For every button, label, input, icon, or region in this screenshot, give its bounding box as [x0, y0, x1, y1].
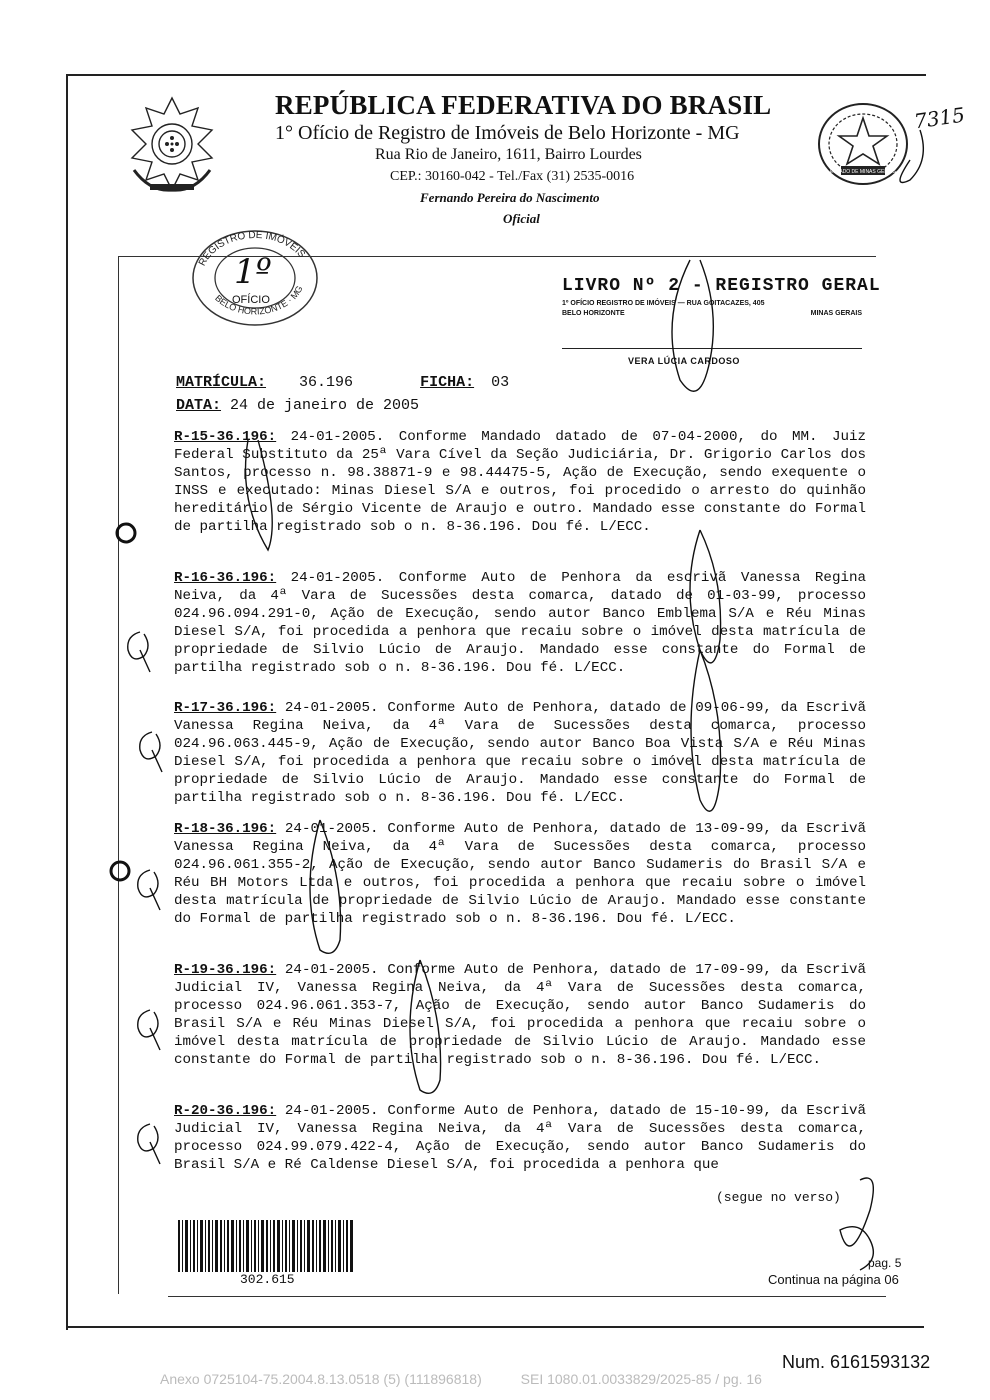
livro-city: BELO HORIZONTE	[562, 310, 625, 317]
registry-entry	[174, 821, 866, 928]
entry-text: 24-01-2005. Conforme Auto de Penhora, datado de 15-10-99, da Escrivã Judicial IV, Vanessa Regina Neiva, da 4ª Vara de Sucessões desta comarca, processo 024.99.079.422-4, Ação de Execução, sendo autor Banco Sudameris do Brasil S/A e Ré Caldense Diesel S/A, foi procedida a penhora que	[174, 1103, 866, 1173]
stamp-number: 1º	[234, 252, 272, 292]
registry-entry	[174, 962, 866, 1069]
header-subtitle: 1° Ofício de Registro de Imóveis de Belo Horizonte - MG	[275, 122, 740, 144]
header-cep: CEP.: 30160-042 - Tel./Fax (31) 2535-0016	[390, 169, 635, 184]
state-seal-icon	[815, 100, 911, 188]
livro-subtitle	[562, 299, 862, 319]
ficha-value: 03	[491, 374, 510, 391]
document-number: Num. 6161593132	[782, 1352, 931, 1372]
svg-text:BELO HORIZONTE · MG: BELO HORIZONTE · MG	[213, 284, 305, 317]
matricula-value: 36.196	[299, 374, 354, 391]
entry-id: R-20-36.196:	[174, 1103, 277, 1119]
entry-id: R-16-36.196:	[174, 570, 277, 586]
matricula-line	[176, 374, 509, 392]
entry-text: 24-01-2005. Conforme Auto de Penhora, datado de 09-06-99, da Escrivã Vanessa Regina Neiva, da 4ª Vara de Sucessões desta comarca, processo 024.96.063.445-9, Ação de Execução, sendo autor Banco Boa Vista S/A e Réu Minas Diesel S/A, foi procedida a penhora que recaiu sobre o imóvel desta matrícula de propriedade de Silvio Lúcio de Araujo. Mandado esse constante do Formal de partilha registrado sob o n. 8-36.196. Dou fé. L/ECC.	[174, 700, 866, 806]
segue-no-verso: (segue no verso)	[716, 1190, 841, 1205]
continua-note: Continua na página 06	[768, 1272, 899, 1287]
frame-bottom	[66, 1326, 924, 1328]
stamp-label: OFÍCIO	[232, 294, 270, 306]
footer-rule	[168, 1296, 886, 1297]
entry-id: R-18-36.196:	[174, 821, 277, 837]
officer-name: Fernando Pereira do Nascimento	[420, 190, 600, 205]
ficha-label: FICHA:	[420, 374, 475, 391]
entry-id: R-19-36.196:	[174, 962, 277, 978]
data-value: 24 de janeiro de 2005	[230, 397, 420, 414]
livro-state: MINAS GERAIS	[810, 310, 862, 317]
data-label: DATA:	[176, 397, 222, 414]
handwritten-folio: 7315	[912, 102, 967, 134]
livro-title: LIVRO Nº 2 - REGISTRO GERAL	[562, 276, 881, 296]
page-number: pag. 5	[868, 1256, 902, 1270]
livro-line1: 1º OFÍCIO REGISTRO DE IMÓVEIS — RUA GOITACAZES, 405	[562, 300, 765, 307]
entry-text: 24-01-2005. Conforme Mandado datado de 07-04-2000, do MM. Juiz Federal Substituto da 25ª Vara Cível da Seção Judiciária, Dr. Grigorio Carlos dos Santos, processo n. 98.38871-9 e 98.44475-5, Ação de Execução, sendo exequente o INSS e executado: Minas Diesel S/A e outros, foi procedido o arresto do quinhão hereditário de Sérgio Vicente de Araujo e outro. Mandado esse constante do Formal de partilha registrado sob o n. 8-36.196. Dou fé. L/ECC.	[174, 429, 866, 535]
header-title: REPÚBLICA FEDERATIVA DO BRASIL	[275, 90, 772, 120]
barcode-icon	[176, 1220, 356, 1272]
officer-role: Oficial	[503, 211, 540, 226]
registry-entry	[174, 429, 866, 536]
registry-entry	[174, 1103, 866, 1175]
entry-id: R-17-36.196:	[174, 700, 277, 716]
barcode-number: 302.615	[240, 1272, 295, 1287]
header-address: Rua Rio de Janeiro, 1611, Bairro Lourdes	[375, 146, 642, 163]
signature-line	[562, 348, 862, 349]
registry-entry	[174, 570, 866, 677]
signatory-name: VERA LÚCIA CARDOSO	[628, 356, 740, 366]
anexo-watermark: Anexo 0725104-75.2004.8.13.0518 (5) (111896818) SEI 1080.01.0033829/2025-85 / pg. 16	[160, 1371, 762, 1387]
svg-text:REGISTRO DE IMÓVEIS: REGISTRO DE IMÓVEIS	[196, 229, 308, 268]
registry-entry	[174, 700, 866, 807]
entry-id: R-15-36.196:	[174, 429, 277, 445]
coat-of-arms-icon	[120, 92, 224, 196]
data-line	[176, 397, 419, 415]
entry-text: 24-01-2005. Conforme Auto de Penhora, datado de 13-09-99, da Escrivã Vanessa Regina Neiva, da 4ª Vara de Sucessões desta comarca, processo 024.96.061.355-2, Ação de Execução, sendo autor Banco Sudameris do Brasil S/A e Réu BH Motors Ltda e outros, foi procedida a penhora que recaiu sobre o imóvel desta matrícula de propriedade de Silvio Lúcio de Araujo. Mandado esse constante do Formal de partilha registrado sob o n. 8-36.196. Dou fé. L/ECC.	[174, 821, 866, 927]
entry-text: 24-01-2005. Conforme Auto de Penhora da escrivã Vanessa Regina Neiva, da 4ª Vara de Sucessões desta comarca, datado de 01-03-99, processo 024.96.094.291-0, Ação de Execução, sendo autor Banco Emblema S/A e Réu Minas Diesel S/A, foi procedida a penhora que recaiu sobre o imóvel desta matrícula de propriedade de Silvio Lúcio de Araujo. Mandado esse constante do Formal de partilha registrado sob o n. 8-36.196. Dou fé. L/ECC.	[174, 570, 866, 676]
entry-text: 24-01-2005. Conforme Auto de Penhora, datado de 17-09-99, da Escrivã Judicial IV, Vanessa Regina Neiva, da 4ª Vara de Sucessões desta comarca, processo 024.96.061.353-7, Ação de Execução, sendo autor Banco Sudameris do Brasil S/A e Réu Minas Diesel S/A, foi procedida a penhora que recaiu sobre o imóvel desta matrícula de propriedade de Silvio Lúcio de Araujo. Mandado esse constante do Formal de partilha registrado sob o n. 8-36.196. Dou fé. L/ECC.	[174, 962, 866, 1068]
state-seal-text: ESTADO DE MINAS GERAIS	[829, 169, 897, 175]
matricula-label: MATRÍCULA:	[176, 374, 267, 391]
